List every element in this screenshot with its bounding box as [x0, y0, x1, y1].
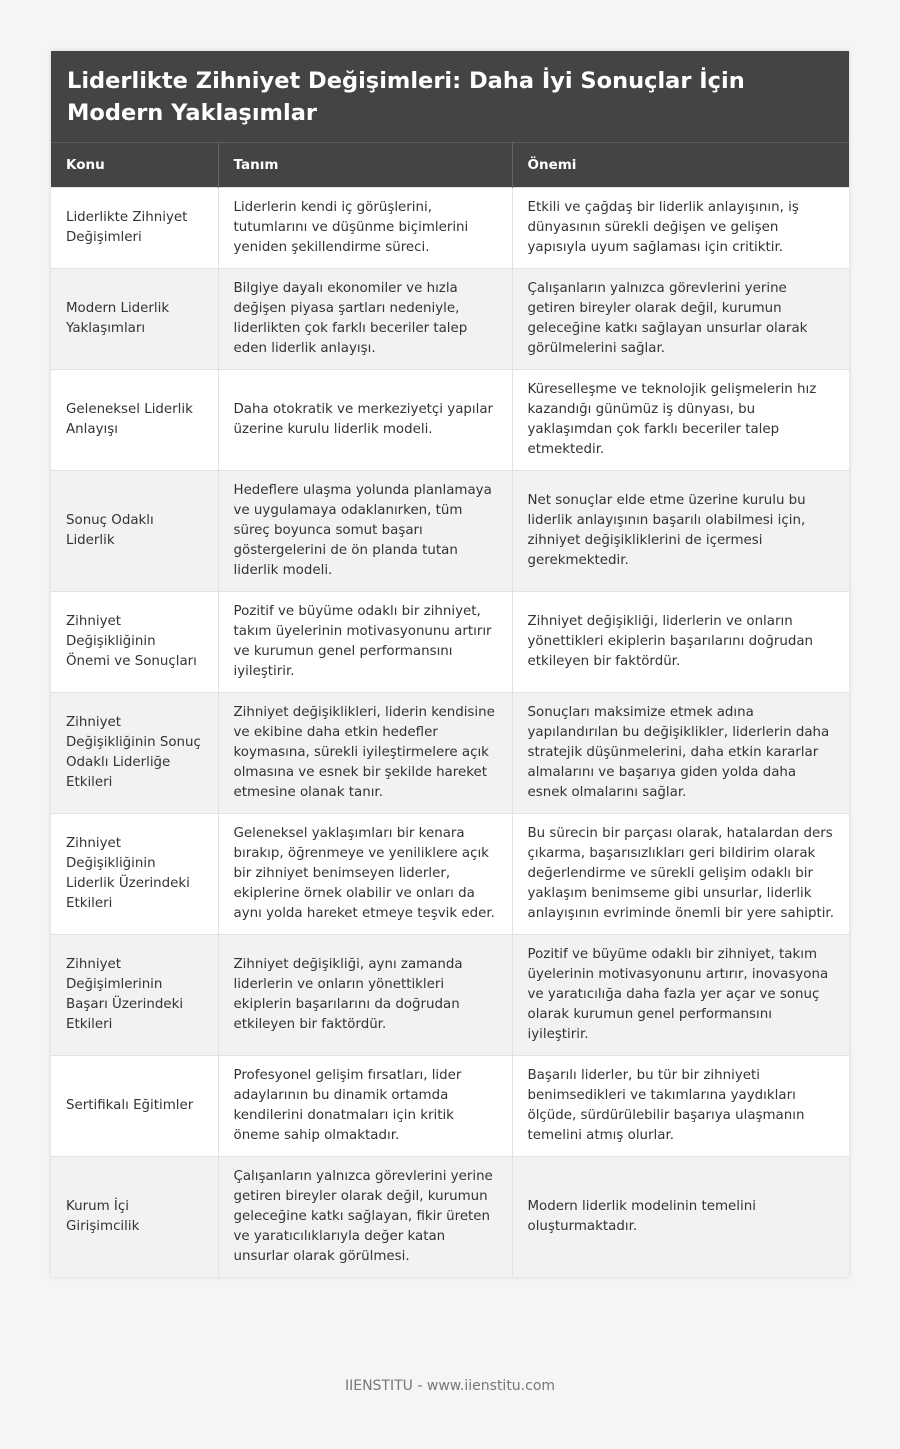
cell-tanim: Daha otokratik ve merkeziyetçi yapılar üzerine kurulu liderlik modeli. — [218, 370, 512, 471]
table-row — [51, 269, 849, 370]
title-bar — [51, 51, 849, 142]
cell-tanim: Pozitif ve büyüme odaklı bir zihniyet, takım üyelerinin motivasyonunu artırır ve kurumun genel performansını iyileştirir. — [218, 592, 512, 693]
cell-tanim: Liderlerin kendi iç görüşlerini, tutumlarını ve düşünme biçimlerini yeniden şekillendirme süreci. — [218, 188, 512, 269]
cell-onemi: Çalışanların yalnızca görevlerini yerine getiren bireyler olarak değil, kurumun geleceğine katkı sağlayan unsurlar olarak görülmelerini sağlar. — [512, 269, 849, 370]
column-header-tanim: Tanım — [218, 143, 512, 188]
table-header-row — [51, 143, 849, 188]
data-table — [51, 142, 849, 1277]
table-row — [51, 592, 849, 693]
cell-onemi: Küreselleşme ve teknolojik gelişmelerin hız kazandığı günümüz iş dünyası, bu yaklaşımdan çok farklı beceriler talep etmektedir. — [512, 370, 849, 471]
table-row — [51, 1157, 849, 1278]
cell-tanim: Geleneksel yaklaşımları bir kenara bırakıp, öğrenmeye ve yeniliklere açık bir zihniyet benimseyen liderler, ekiplerine örnek olabilir ve onları da aynı yolda hareket etmeye teşvik eder. — [218, 814, 512, 935]
page-title: Liderlikte Zihniyet Değişimleri: Daha İyi Sonuçlar İçin Modern Yaklaşımlar — [67, 68, 745, 126]
cell-konu: Sonuç Odaklı Liderlik — [51, 471, 218, 592]
column-header-konu: Konu — [51, 143, 218, 188]
cell-tanim: Bilgiye dayalı ekonomiler ve hızla değişen piyasa şartları nedeniyle, liderlikten çok farklı beceriler talep eden liderlik anlayışı. — [218, 269, 512, 370]
cell-konu: Zihniyet Değişimlerinin Başarı Üzerindeki Etkileri — [51, 935, 218, 1056]
cell-tanim: Profesyonel gelişim fırsatları, lider adaylarının bu dinamik ortamda kendilerini donatmaları için kritik öneme sahip olmaktadır. — [218, 1056, 512, 1157]
table-row — [51, 471, 849, 592]
cell-onemi: Pozitif ve büyüme odaklı bir zihniyet, takım üyelerinin motivasyonunu artırır, inovasyona ve yaratıcılığa daha fazla yer açar ve sonuç olarak kurumun genel performansını iyileştirir. — [512, 935, 849, 1056]
cell-konu: Liderlikte Zihniyet Değişimleri — [51, 188, 218, 269]
cell-onemi: Etkili ve çağdaş bir liderlik anlayışının, iş dünyasının sürekli değişen ve gelişen yapısıyla uyum sağlaması için critiktir. — [512, 188, 849, 269]
cell-konu: Modern Liderlik Yaklaşımları — [51, 269, 218, 370]
cell-tanim: Hedeflere ulaşma yolunda planlamaya ve uygulamaya odaklanırken, tüm süreç boyunca somut başarı göstergelerini de ön planda tutan liderlik modeli. — [218, 471, 512, 592]
column-header-onemi: Önemi — [512, 143, 849, 188]
cell-konu: Zihniyet Değişikliğinin Liderlik Üzerindeki Etkileri — [51, 814, 218, 935]
cell-onemi: Bu sürecin bir parçası olarak, hatalardan ders çıkarma, başarısızlıkları geri bildirim olarak değerlendirme ve sürekli gelişim odaklı bir yaklaşım benimseme gibi unsurlar, liderlik anlayışının evriminde önemli bir yere sahiptir. — [512, 814, 849, 935]
cell-tanim: Zihniyet değişiklikleri, liderin kendisine ve ekibine daha etkin hedefler koymasına, sürekli iyileştirmelere açık olmasına ve esnek bir şekilde hareket etmesine olanak tanır. — [218, 693, 512, 814]
cell-tanim: Çalışanların yalnızca görevlerini yerine getiren bireyler olarak değil, kurumun geleceğine katkı sağlayan, fikir üreten ve yaratıcılıklarıyla değer katan unsurlar olarak görülmesi. — [218, 1157, 512, 1278]
cell-onemi: Net sonuçlar elde etme üzerine kurulu bu liderlik anlayışının başarılı olabilmesi için, zihniyet değişikliklerini de içermesi gerekmektedir. — [512, 471, 849, 592]
cell-konu: Kurum İçi Girişimcilik — [51, 1157, 218, 1278]
content-card — [51, 51, 849, 1277]
cell-konu: Geleneksel Liderlik Anlayışı — [51, 370, 218, 471]
table-row — [51, 370, 849, 471]
cell-onemi: Zihniyet değişikliği, liderlerin ve onların yönettikleri ekiplerin başarılarını doğrudan etkileyen bir faktördür. — [512, 592, 849, 693]
cell-onemi: Sonuçları maksimize etmek adına yapılandırılan bu değişiklikler, liderlerin daha stratejik düşünmelerini, daha etkin kararlar almalarını ve başarıya giden yolda daha esnek olmalarını sağlar. — [512, 693, 849, 814]
footer-credit: IIENSTITU - www.iienstitu.com — [344, 1378, 556, 1394]
cell-konu: Zihniyet Değişikliğinin Önemi ve Sonuçları — [51, 592, 218, 693]
cell-onemi: Modern liderlik modelinin temelini oluşturmaktadır. — [512, 1157, 849, 1278]
table-row — [51, 188, 849, 269]
cell-tanim: Zihniyet değişikliği, aynı zamanda liderlerin ve onların yönettikleri ekiplerin başarılarını da doğrudan etkileyen bir faktördür. — [218, 935, 512, 1056]
cell-onemi: Başarılı liderler, bu tür bir zihniyeti benimsedikleri ve takımlarına yaydıkları ölçüde, sürdürülebilir başarıya ulaşmanın temelini atmış olurlar. — [512, 1056, 849, 1157]
cell-konu: Zihniyet Değişikliğinin Sonuç Odaklı Liderliğe Etkileri — [51, 693, 218, 814]
cell-konu: Sertifikalı Eğitimler — [51, 1056, 218, 1157]
table-row — [51, 693, 849, 814]
table-row — [51, 1056, 849, 1157]
table-row — [51, 935, 849, 1056]
table-row — [51, 814, 849, 935]
